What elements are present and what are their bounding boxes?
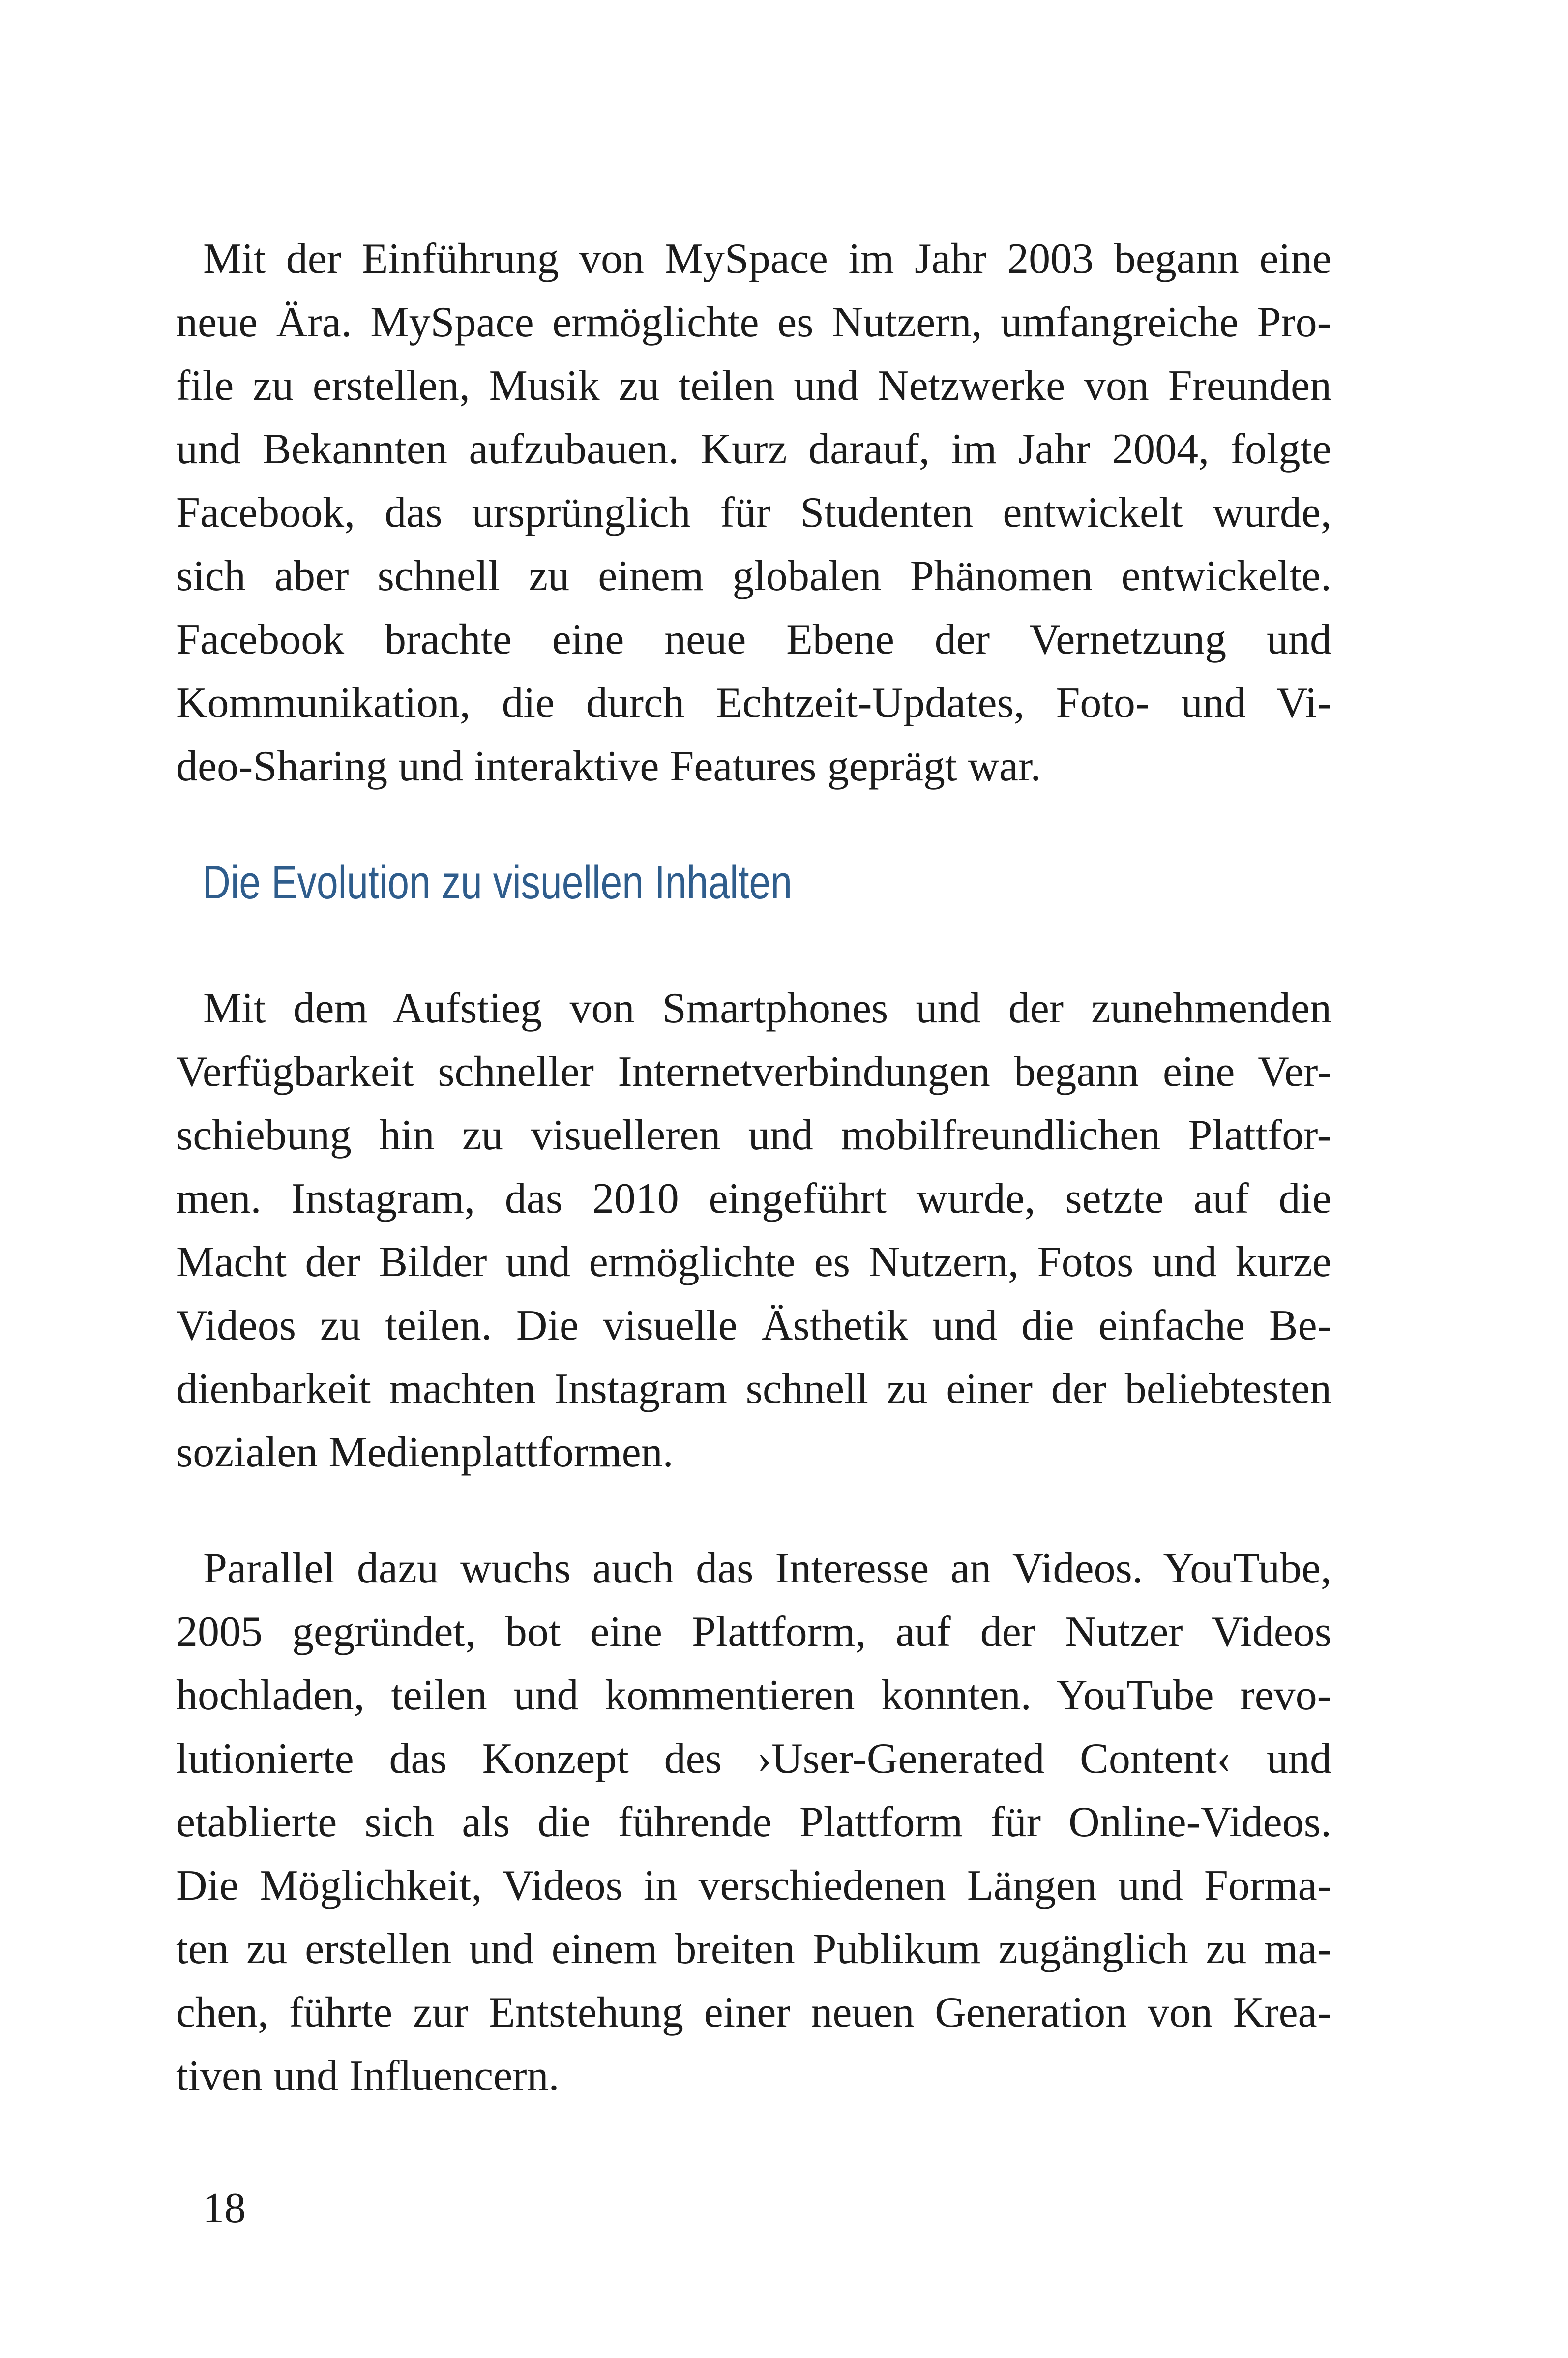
text-line: etablierte sich als die führende Plattform für Online-Videos. bbox=[176, 1798, 1331, 1846]
text-line: 2005 gegründet, bot eine Plattform, auf der Nutzer Videos bbox=[176, 1608, 1331, 1656]
text-line: lutionierte das Konzept des ›User-Generated Content‹ und bbox=[176, 1735, 1331, 1783]
paragraph-instagram bbox=[176, 977, 1331, 1484]
text-line: hochladen, teilen und kommentieren konnten. YouTube revo- bbox=[176, 1671, 1331, 1719]
text-line: neue Ära. MySpace ermöglichte es Nutzern, umfangreiche Pro- bbox=[176, 298, 1331, 346]
text-line: Verfügbarkeit schneller Internetverbindungen begann eine Ver- bbox=[176, 1048, 1331, 1096]
text-line: sozialen Medienplattformen. bbox=[176, 1429, 674, 1476]
text-line: schiebung hin zu visuelleren und mobilfreundlichen Plattfor- bbox=[176, 1111, 1331, 1159]
text-line: Facebook, das ursprünglich für Studenten entwickelt wurde, bbox=[176, 489, 1331, 537]
text-line: dienbarkeit machten Instagram schnell zu einer der beliebtesten bbox=[176, 1365, 1331, 1413]
text-line: Mit der Einführung von MySpace im Jahr 2003 begann eine bbox=[203, 235, 1331, 283]
text-line: Mit dem Aufstieg von Smartphones und der zunehmenden bbox=[203, 985, 1331, 1032]
text-line: chen, führte zur Entstehung einer neuen Generation von Krea- bbox=[176, 1989, 1331, 2036]
text-line: Kommunikation, die durch Echtzeit-Updates, Foto- und Vi- bbox=[176, 679, 1331, 727]
text-line: tiven und Influencern. bbox=[176, 2052, 560, 2100]
text-line: men. Instagram, das 2010 eingeführt wurde, setzte auf die bbox=[176, 1175, 1331, 1223]
text-line: Facebook brachte eine neue Ebene der Vernetzung und bbox=[176, 616, 1331, 663]
section-heading: Die Evolution zu visuellen Inhalten bbox=[203, 856, 793, 909]
text-line: Parallel dazu wuchs auch das Interesse an Videos. YouTube, bbox=[203, 1545, 1331, 1592]
text-line: und Bekannten aufzubauen. Kurz darauf, im Jahr 2004, folgte bbox=[176, 425, 1331, 473]
text-line: ten zu erstellen und einem breiten Publikum zugänglich zu ma- bbox=[176, 1925, 1331, 1973]
text-line: Macht der Bilder und ermöglichte es Nutzern, Fotos und kurze bbox=[176, 1238, 1331, 1286]
paragraph-myspace-facebook bbox=[176, 227, 1331, 798]
text-line: Die Möglichkeit, Videos in verschiedenen Längen und Forma- bbox=[176, 1862, 1331, 1910]
text-line: deo-Sharing und interaktive Features geprägt war. bbox=[176, 743, 1041, 790]
text-line: file zu erstellen, Musik zu teilen und Netzwerke von Freunden bbox=[176, 362, 1331, 410]
page-number: 18 bbox=[203, 2184, 246, 2232]
paragraph-youtube bbox=[176, 1537, 1331, 2108]
text-line: Videos zu teilen. Die visuelle Ästhetik und die einfache Be- bbox=[176, 1302, 1331, 1349]
text-line: sich aber schnell zu einem globalen Phänomen entwickelte. bbox=[176, 552, 1331, 600]
